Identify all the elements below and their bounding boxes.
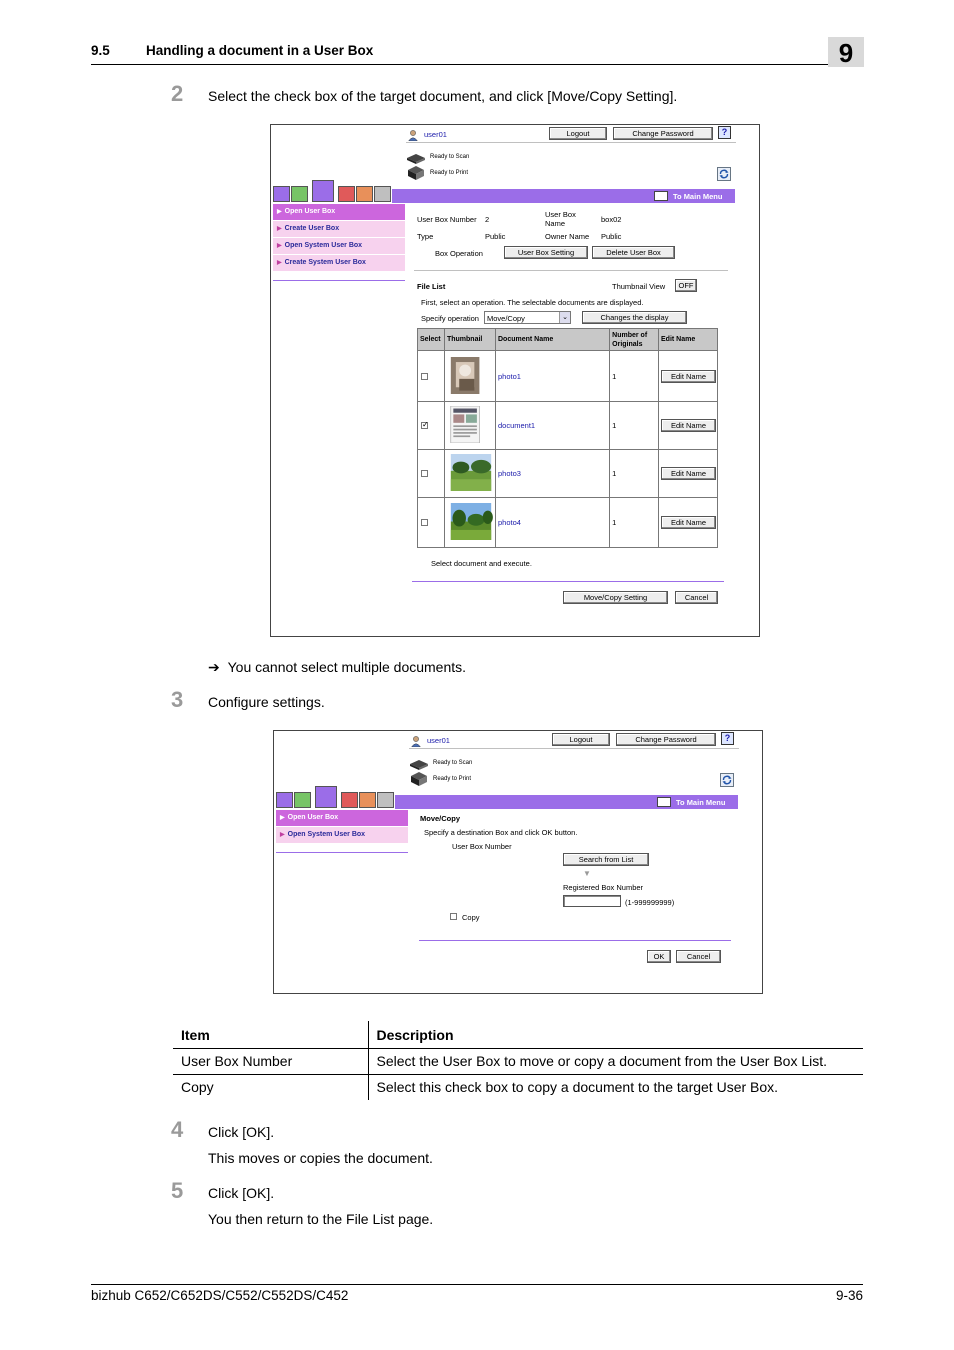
box-name-value: box02: [601, 215, 622, 224]
main-menu-icon: [654, 191, 668, 201]
copy-tab-icon[interactable]: [273, 186, 290, 202]
refresh-icon[interactable]: [717, 167, 731, 181]
print-tab-icon[interactable]: [338, 186, 355, 202]
checkmark-icon: ✓: [422, 420, 429, 429]
logout-button[interactable]: Logout: [549, 127, 607, 140]
step-4-text: Click [OK].: [208, 1124, 275, 1140]
cancel-button[interactable]: Cancel: [676, 950, 721, 963]
copy-checkbox[interactable]: [450, 913, 457, 920]
main-menu-icon: [657, 797, 671, 807]
box-number-value: 2: [485, 215, 490, 224]
description-column-header: Description: [368, 1021, 863, 1049]
status-text: Select document and execute.: [431, 559, 532, 568]
divider: [406, 142, 736, 143]
document-tab-icon[interactable]: [291, 186, 308, 202]
ok-button[interactable]: OK: [647, 950, 671, 963]
to-main-menu-link[interactable]: To Main Menu: [676, 798, 726, 807]
divider: [414, 270, 728, 271]
menu-item-open-user-box[interactable]: ▶ Open User Box: [273, 204, 405, 220]
originals-count: 1: [612, 371, 617, 381]
divider: [419, 940, 731, 941]
table-row: [418, 351, 718, 402]
document-name-link[interactable]: photo1: [497, 371, 521, 381]
table-row: [173, 1049, 863, 1075]
row-checkbox[interactable]: [421, 373, 428, 380]
step-number-5: 5: [171, 1178, 184, 1203]
menu-item-open-user-box[interactable]: ▶ Open User Box: [276, 810, 408, 826]
registered-box-number-input[interactable]: [563, 895, 621, 907]
edit-name-button[interactable]: Edit Name: [661, 516, 716, 529]
move-copy-heading: Move/Copy: [420, 814, 461, 823]
step-2-text: Select the check box of the target document, and click [Move/Copy Setting].: [208, 88, 678, 104]
row-checkbox[interactable]: [421, 519, 428, 526]
originals-count: 1: [612, 469, 617, 478]
row-checkbox[interactable]: [421, 422, 428, 429]
thumbnail-image: [447, 357, 495, 394]
operation-instruction: First, select an operation. The selectable documents are displayed.: [421, 298, 644, 307]
edit-name-button[interactable]: Edit Name: [661, 370, 716, 383]
screenshot-file-list: [270, 124, 760, 637]
footer-page-number: 9-36: [835, 1288, 863, 1303]
ready-to-print-text: Ready to Print: [430, 170, 469, 176]
to-main-menu-link[interactable]: To Main Menu: [673, 192, 723, 201]
screenshot-move-copy: [273, 730, 763, 994]
left-menu: [276, 810, 408, 843]
chapter-badge: 9: [828, 37, 864, 67]
menu-item-open-system-user-box[interactable]: ▶ Open System User Box: [276, 827, 408, 843]
box-number-label: User Box Number: [417, 215, 477, 224]
menu-item-create-system-user-box[interactable]: ▶ Create System User Box: [273, 255, 405, 271]
cancel-button[interactable]: Cancel: [675, 591, 718, 604]
change-display-button[interactable]: Changes the display: [582, 311, 687, 324]
thumbnail-image: [447, 406, 495, 443]
column-header: Document Name: [495, 329, 609, 351]
delete-user-box-button[interactable]: Delete User Box: [592, 246, 675, 259]
step-3-text: Configure settings.: [208, 694, 325, 710]
ready-to-scan-text: Ready to Scan: [430, 154, 470, 160]
registered-box-number-label: Registered Box Number: [563, 883, 644, 892]
item-column-header: Item: [173, 1021, 368, 1049]
table-row: [173, 1075, 863, 1101]
section-number: 9.5: [91, 43, 110, 58]
menu-divider: [273, 280, 405, 281]
thumbnail-view-toggle[interactable]: OFF: [675, 279, 697, 292]
logout-button[interactable]: Logout: [552, 733, 610, 746]
printer-icon: [409, 771, 429, 787]
column-header: Edit Name: [659, 329, 718, 351]
column-header: Thumbnail: [444, 329, 495, 351]
divider: [409, 748, 739, 749]
move-copy-instruction: Specify a destination Box and click OK button.: [424, 828, 578, 837]
item-cell: User Box Number: [173, 1049, 368, 1075]
type-value: Public: [485, 232, 506, 241]
edit-name-button[interactable]: Edit Name: [661, 467, 716, 480]
box-tab-icon[interactable]: [315, 786, 337, 808]
menu-divider: [276, 852, 408, 853]
column-header: Number of Originals: [610, 329, 659, 351]
store-tab-icon[interactable]: [356, 186, 373, 202]
description-cell: Select this check box to copy a document to the target User Box.: [376, 1079, 779, 1095]
box-number-label: User Box Number: [452, 842, 512, 851]
box-operation-label: Box Operation: [435, 249, 483, 258]
table-row: [418, 402, 718, 450]
menu-item-create-user-box[interactable]: ▶ Create User Box: [273, 221, 405, 237]
range-hint: (1-999999999): [625, 898, 675, 907]
menu-item-open-system-user-box[interactable]: ▶ Open System User Box: [273, 238, 405, 254]
document-name-link[interactable]: photo4: [497, 518, 521, 527]
footer-model: bizhub C652/C652DS/C552/C552DS/C452: [91, 1288, 349, 1303]
thumbnail-image: [447, 454, 495, 491]
print-tab-icon[interactable]: [341, 792, 358, 808]
box-name-label-2: Name: [545, 219, 566, 228]
arrow-down-icon: ▼: [583, 869, 591, 878]
change-password-button[interactable]: Change Password: [613, 127, 713, 140]
file-table: [417, 328, 718, 548]
box-name-label: User Box: [545, 210, 576, 219]
thumbnail-view-label: Thumbnail View: [612, 282, 666, 291]
step-number-3: 3: [171, 687, 184, 712]
ready-to-print-text: Ready to Print: [433, 776, 472, 782]
edit-name-button[interactable]: Edit Name: [661, 419, 716, 432]
chevron-down-icon[interactable]: ⌄: [559, 312, 570, 323]
scanner-icon: [409, 758, 429, 770]
user-icon: [408, 128, 418, 139]
step-number-2: 2: [171, 81, 184, 106]
owner-value: Public: [601, 232, 622, 241]
document-name-link[interactable]: document1: [497, 421, 536, 430]
search-from-list-button[interactable]: Search from List: [563, 853, 649, 866]
user-name-link[interactable]: user01: [424, 130, 447, 139]
step-5-result: You then return to the File List page.: [208, 1211, 434, 1227]
step-4-result: This moves or copies the document.: [208, 1150, 433, 1166]
thumbnail-image: [447, 503, 495, 540]
header-rule: [91, 64, 863, 65]
settings-tab-icon[interactable]: [377, 792, 394, 808]
printer-icon: [406, 165, 426, 181]
table-row: [418, 450, 718, 498]
operation-select[interactable]: Move/Copy ⌄: [484, 311, 571, 324]
box-tab-icon[interactable]: [312, 180, 334, 202]
description-table: [173, 1021, 863, 1100]
row-checkbox[interactable]: [421, 470, 428, 477]
move-copy-setting-button[interactable]: Move/Copy Setting: [563, 591, 668, 604]
item-cell: Copy: [173, 1075, 368, 1101]
user-box-setting-button[interactable]: User Box Setting: [504, 246, 588, 259]
user-name-link[interactable]: user01: [427, 736, 450, 745]
type-label: Type: [417, 232, 434, 241]
section-title: Handling a document in a User Box: [146, 43, 374, 58]
originals-count: 1: [612, 518, 617, 527]
help-icon[interactable]: ?: [718, 126, 731, 139]
file-list-heading: File List: [417, 282, 446, 291]
user-icon: [411, 734, 421, 745]
step-5-text: Click [OK].: [208, 1185, 275, 1201]
store-tab-icon[interactable]: [359, 792, 376, 808]
copy-tab-icon[interactable]: [276, 792, 293, 808]
column-header: Select: [418, 329, 445, 351]
step-number-4: 4: [171, 1117, 184, 1142]
ready-to-scan-text: Ready to Scan: [433, 760, 473, 766]
step-2-note: ➔ You cannot select multiple documents.: [208, 659, 467, 675]
originals-count: 1: [612, 421, 617, 430]
refresh-icon[interactable]: [720, 773, 734, 787]
document-tab-icon[interactable]: [294, 792, 311, 808]
owner-label: Owner Name: [545, 232, 590, 241]
divider: [412, 581, 724, 582]
arrow-icon: ➔: [208, 659, 220, 675]
settings-tab-icon[interactable]: [374, 186, 391, 202]
help-icon[interactable]: ?: [721, 732, 734, 745]
specify-operation-label: Specify operation: [421, 314, 479, 323]
document-name-link[interactable]: photo3: [497, 469, 521, 478]
scanner-icon: [406, 152, 426, 164]
footer-rule: [91, 1284, 863, 1285]
copy-label: Copy: [462, 913, 480, 922]
table-row: [418, 498, 718, 548]
change-password-button[interactable]: Change Password: [616, 733, 716, 746]
description-cell: Select the User Box to move or copy a document from the User Box List.: [368, 1049, 863, 1075]
left-menu: [273, 204, 405, 271]
